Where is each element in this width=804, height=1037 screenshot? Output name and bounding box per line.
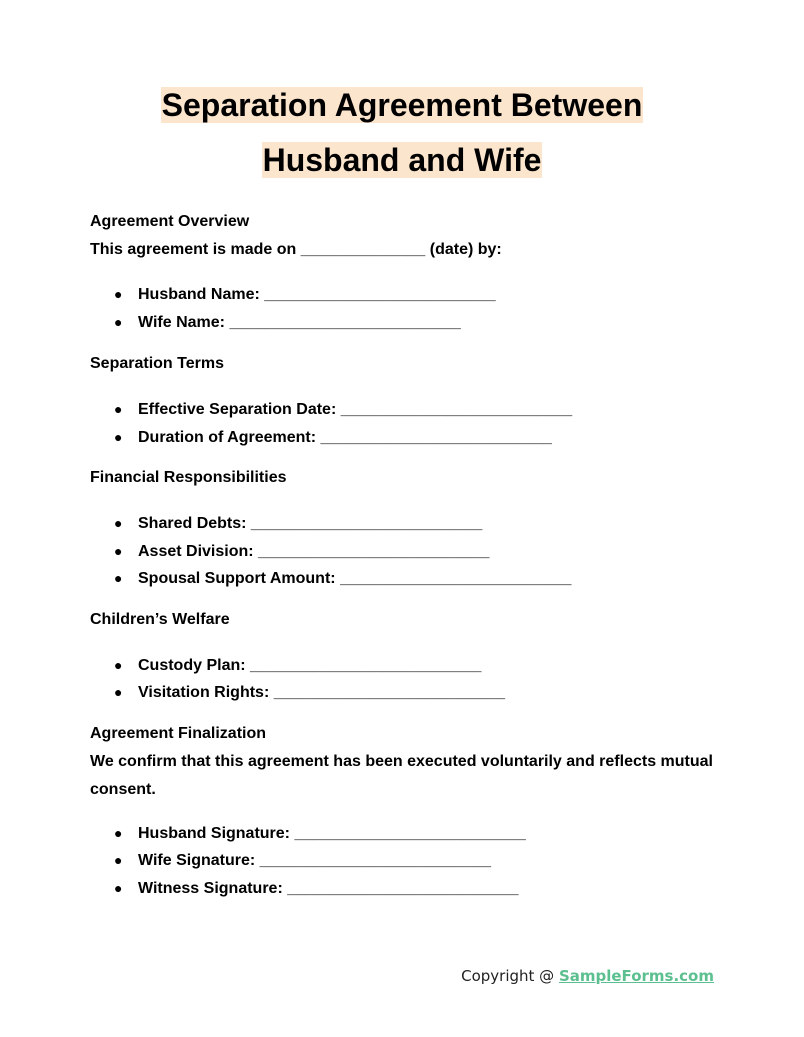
bullet-icon: ● — [114, 879, 123, 896]
bullet-icon: ● — [114, 824, 123, 841]
sampleforms-link[interactable]: SampleForms.com — [558, 967, 714, 985]
financial-list — [90, 510, 720, 593]
blank-field[interactable]: __________________________ — [273, 684, 506, 701]
overview-list — [90, 281, 720, 336]
childrens-welfare-list — [90, 652, 720, 707]
bullet-icon: ● — [114, 656, 123, 673]
blank-field[interactable]: __________________________ — [250, 656, 482, 674]
bullet-icon: ● — [114, 515, 123, 531]
list-item-custody-plan: ● Custody Plan: __________________________ — [90, 652, 720, 680]
title-line-2: Husband and Wife — [262, 142, 542, 178]
bullet-icon: ● — [114, 401, 123, 417]
blank-field[interactable]: __________________________ — [287, 879, 519, 897]
list-item-duration: ● Duration of Agreement: __________________________ — [90, 424, 720, 452]
overview-paragraph: This agreement is made on ______________ (date) by: — [90, 241, 502, 258]
section-heading-childrens-welfare: Children’s Welfare — [90, 610, 230, 628]
blank-field[interactable]: __________________________ — [259, 852, 492, 869]
section-heading-overview: Agreement Overview — [90, 213, 250, 230]
section-heading-financial: Financial Responsibilities — [90, 469, 287, 486]
blank-field[interactable]: __________________________ — [320, 428, 552, 446]
blank-field[interactable]: __________________________ — [340, 570, 572, 587]
list-item-wife-name: ● Wife Name: __________________________ — [90, 309, 720, 337]
list-item-wife-signature: ● Wife Signature: __________________________ — [90, 847, 720, 875]
list-item-witness-signature: ● Witness Signature: __________________________ — [90, 875, 720, 903]
copyright-footer: Copyright @ SampleForms.com — [461, 967, 714, 985]
list-item-spousal-support: ● Spousal Support Amount: __________________________ — [90, 565, 720, 593]
list-item-husband-signature: ● Husband Signature: __________________________ — [90, 820, 720, 848]
list-item-visitation-rights: ● Visitation Rights: __________________________ — [90, 679, 720, 707]
blank-field[interactable]: __________________________ — [340, 401, 573, 418]
bullet-icon: ● — [114, 570, 123, 586]
blank-field[interactable]: __________________________ — [258, 542, 490, 560]
bullet-icon: ● — [114, 286, 123, 302]
blank-field[interactable]: __________________________ — [264, 286, 496, 303]
blank-field[interactable]: __________________________ — [229, 313, 461, 331]
bullet-icon: ● — [114, 542, 123, 559]
list-item-shared-debts: ● Shared Debts: __________________________ — [90, 510, 720, 538]
section-heading-finalization: Agreement Finalization — [90, 724, 267, 742]
list-item-effective-date: ● Effective Separation Date: __________________________ — [90, 396, 720, 424]
list-item-husband-name: ● Husband Name: __________________________ — [90, 281, 720, 309]
bullet-icon: ● — [114, 684, 123, 700]
document-body — [90, 211, 720, 902]
list-item-asset-division: ● Asset Division: __________________________ — [90, 538, 720, 566]
bullet-icon: ● — [114, 313, 123, 330]
blank-field[interactable]: __________________________ — [250, 515, 483, 532]
signature-list — [90, 820, 720, 903]
finalization-paragraph: We confirm that this agreement has been executed voluntarily and reflects mutual consent. — [90, 752, 713, 798]
blank-field[interactable]: __________________________ — [294, 824, 526, 842]
section-heading-separation-terms: Separation Terms — [90, 355, 224, 372]
bullet-icon: ● — [114, 428, 123, 445]
separation-terms-list — [90, 396, 720, 451]
title-line-1: Separation Agreement Between — [161, 87, 643, 123]
bullet-icon: ● — [114, 852, 123, 868]
